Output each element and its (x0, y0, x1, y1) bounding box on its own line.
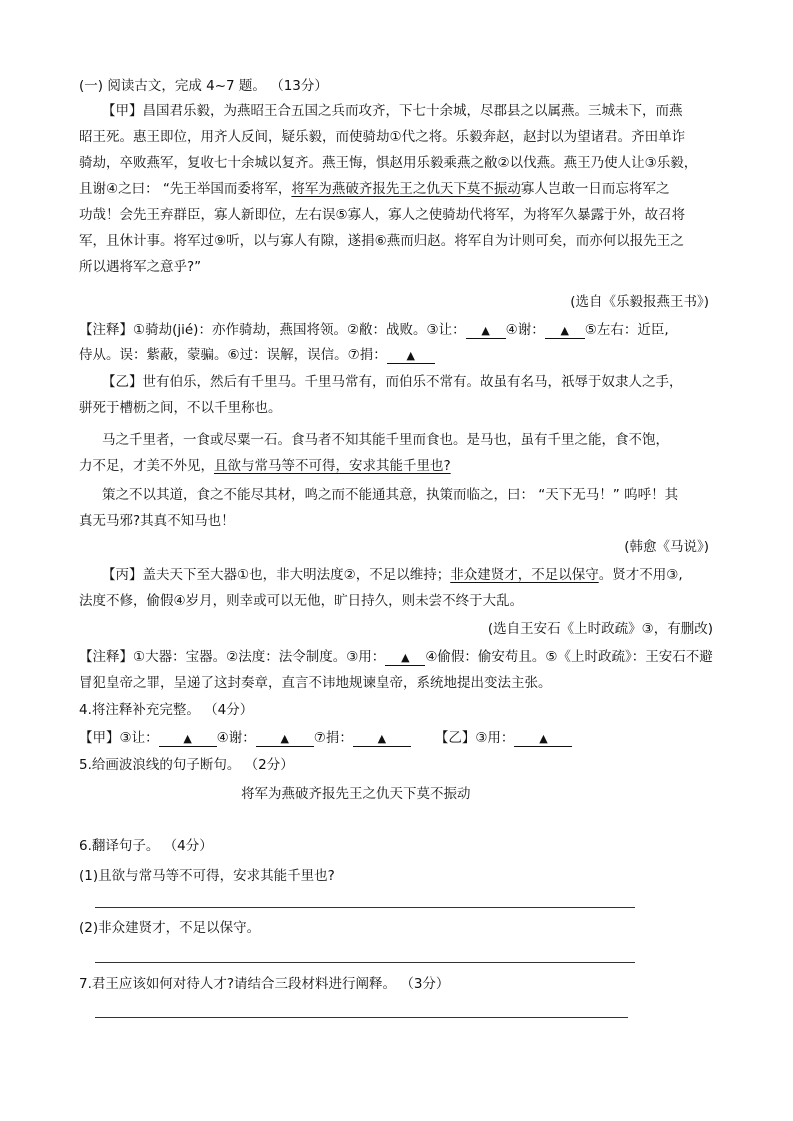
jia-line-7: 所以遇将军之意乎?” (79, 259, 202, 275)
q5-sentence: 将军为燕破齐报先王之仇天下莫不振动 (241, 786, 471, 802)
q6-1-answer-line[interactable] (95, 907, 635, 908)
q6-item-1: (1)且欲与常马等不可得，安求其能千里也? (79, 868, 335, 884)
q7-title: 7.君王应该如何对待人才?请结合三段材料进行阐释。 （3分） (79, 976, 450, 992)
bing-underlined-sentence: 非众建贤才，不足以保守 (450, 567, 599, 583)
jia-note-line-1: 【注释】①骑劫(jié)：亦作骑劫，燕国将领。②敝：战败。③让： ▲ ④谢： ▲ ⑤左右：近臣, (79, 322, 669, 338)
yi-line-2: 骈死于槽枥之间，不以千里称也。 (79, 400, 282, 416)
q4-answer-yong[interactable]: ▲ (514, 730, 572, 747)
q4-answer-rang[interactable]: ▲ (159, 730, 217, 747)
blank-juan[interactable]: ▲ (387, 347, 435, 364)
yi-line-4: 力不足，才美不外见，且欲与常马等不可得，安求其能千里也? (79, 458, 451, 474)
bing-line-2: 法度不修，偷假④岁月，则幸或可以无他，旷日持久，则未尝不终于大乱。 (79, 593, 524, 609)
yi-line-1: 【乙】世有伯乐，然后有千里马。千里马常有，而伯乐不常有。故虽有名马，祇辱于奴隶人之手， (102, 374, 683, 390)
jia-line-4-start: 且谢④之曰： “先王举国而委将军， (79, 181, 292, 197)
bing-note-line-2: 冒犯皇帝之罪，呈递了这封奏章，直言不讳地规谏皇帝，系统地提出变法主张。 (79, 675, 552, 691)
q6-item-2: (2)非众建贤才，不足以保守。 (79, 920, 261, 936)
bing-line-1: 【丙】盖夫天下至大器①也，非大明法度②，不足以维持；非众建贤才，不足以保守。贤才不用③, (102, 567, 683, 583)
yi-source: (韩愈《马说》) (624, 539, 709, 555)
jia-line-6: 军，且休计事。将军过⑨听，以与寡人有隙，遂捐⑥燕而归赵。将军自为计则可矣，而亦何以报先王之 (79, 233, 684, 249)
yi-line-6: 真无马邪?其真不知马也！ (79, 513, 235, 529)
jia-line-1: 【甲】昌国君乐毅，为燕昭王合五国之兵而攻齐，下七十余城，尽郡县之以属燕。三城未下，而燕 (102, 103, 683, 119)
blank-rang[interactable]: ▲ (466, 322, 506, 339)
jia-line-3: 骑劫，卒败燕军，复收七十余城以复齐。燕王悔，惧赵用乐毅乘燕之敝②以伐燕。燕王乃使人让③乐毅， (79, 155, 698, 171)
jia-source: (选自《乐毅报燕王书》) (570, 294, 709, 310)
q7-answer-line[interactable] (95, 1017, 628, 1018)
yi-underlined-sentence: 且欲与常马等不可得，安求其能千里也? (214, 458, 451, 474)
jia-note-line-2: 侍从。误：紫蔽，蒙骗。⑥过：误解，误信。⑦捐： ▲ (79, 345, 435, 365)
q4-answer-juan[interactable]: ▲ (353, 730, 411, 747)
jia-line-4-end: 寡人岂敢一日而忘将军之 (520, 181, 670, 197)
q4-answer-xie[interactable]: ▲ (256, 730, 314, 747)
yi-line-5: 策之不以其道，食之不能尽其材，鸣之而不能通其意，执策而临之，曰： “天下无马！” 呜呼！其 (102, 487, 679, 503)
q4-title: 4.将注释补充完整。 （4分） (79, 702, 254, 718)
yi-line-3: 马之千里者，一食或尽粟一石。食马者不知其能千里而食也。是马也，虽有千里之能，食不饱， (102, 432, 669, 448)
blank-yong[interactable]: ▲ (385, 649, 425, 666)
q5-title: 5.给画波浪线的句子断句。 （2分） (79, 757, 294, 773)
jia-line-2: 昭王死。惠王即位，用齐人反间，疑乐毅，而使骑劫①代之将。乐毅奔赵，赵封以为望诸君。齐田单诈 (79, 129, 686, 145)
q6-2-answer-line[interactable] (95, 962, 635, 963)
q6-title: 6.翻译句子。 （4分） (79, 838, 213, 854)
jia-line-4 (79, 179, 669, 199)
jia-underlined-sentence: 将军为燕破齐报先王之仇天下莫不振动 (291, 181, 521, 197)
q4-answers: 【甲】③让： ▲ ④谢： ▲ ⑦捐： ▲ 【乙】③用： ▲ (79, 728, 572, 748)
blank-xie[interactable]: ▲ (545, 322, 585, 339)
bing-source: (选自王安石《上时政疏》③，有删改) (487, 621, 713, 637)
bing-note-line-1: 【注释】①大器：宝器。②法度：法令制度。③用： ▲ ④偷假：偷安苟且。⑤《上时政疏》：王安石不避 (79, 649, 713, 665)
section-heading: (一) 阅读古文，完成 4~7 题。 （13分） (79, 78, 328, 94)
jia-line-5: 功哉！会先王弃群臣，寡人新即位，左右误⑤寡人，寡人之使骑劫代将军，为将军久暴露于外，故召将 (79, 207, 686, 223)
